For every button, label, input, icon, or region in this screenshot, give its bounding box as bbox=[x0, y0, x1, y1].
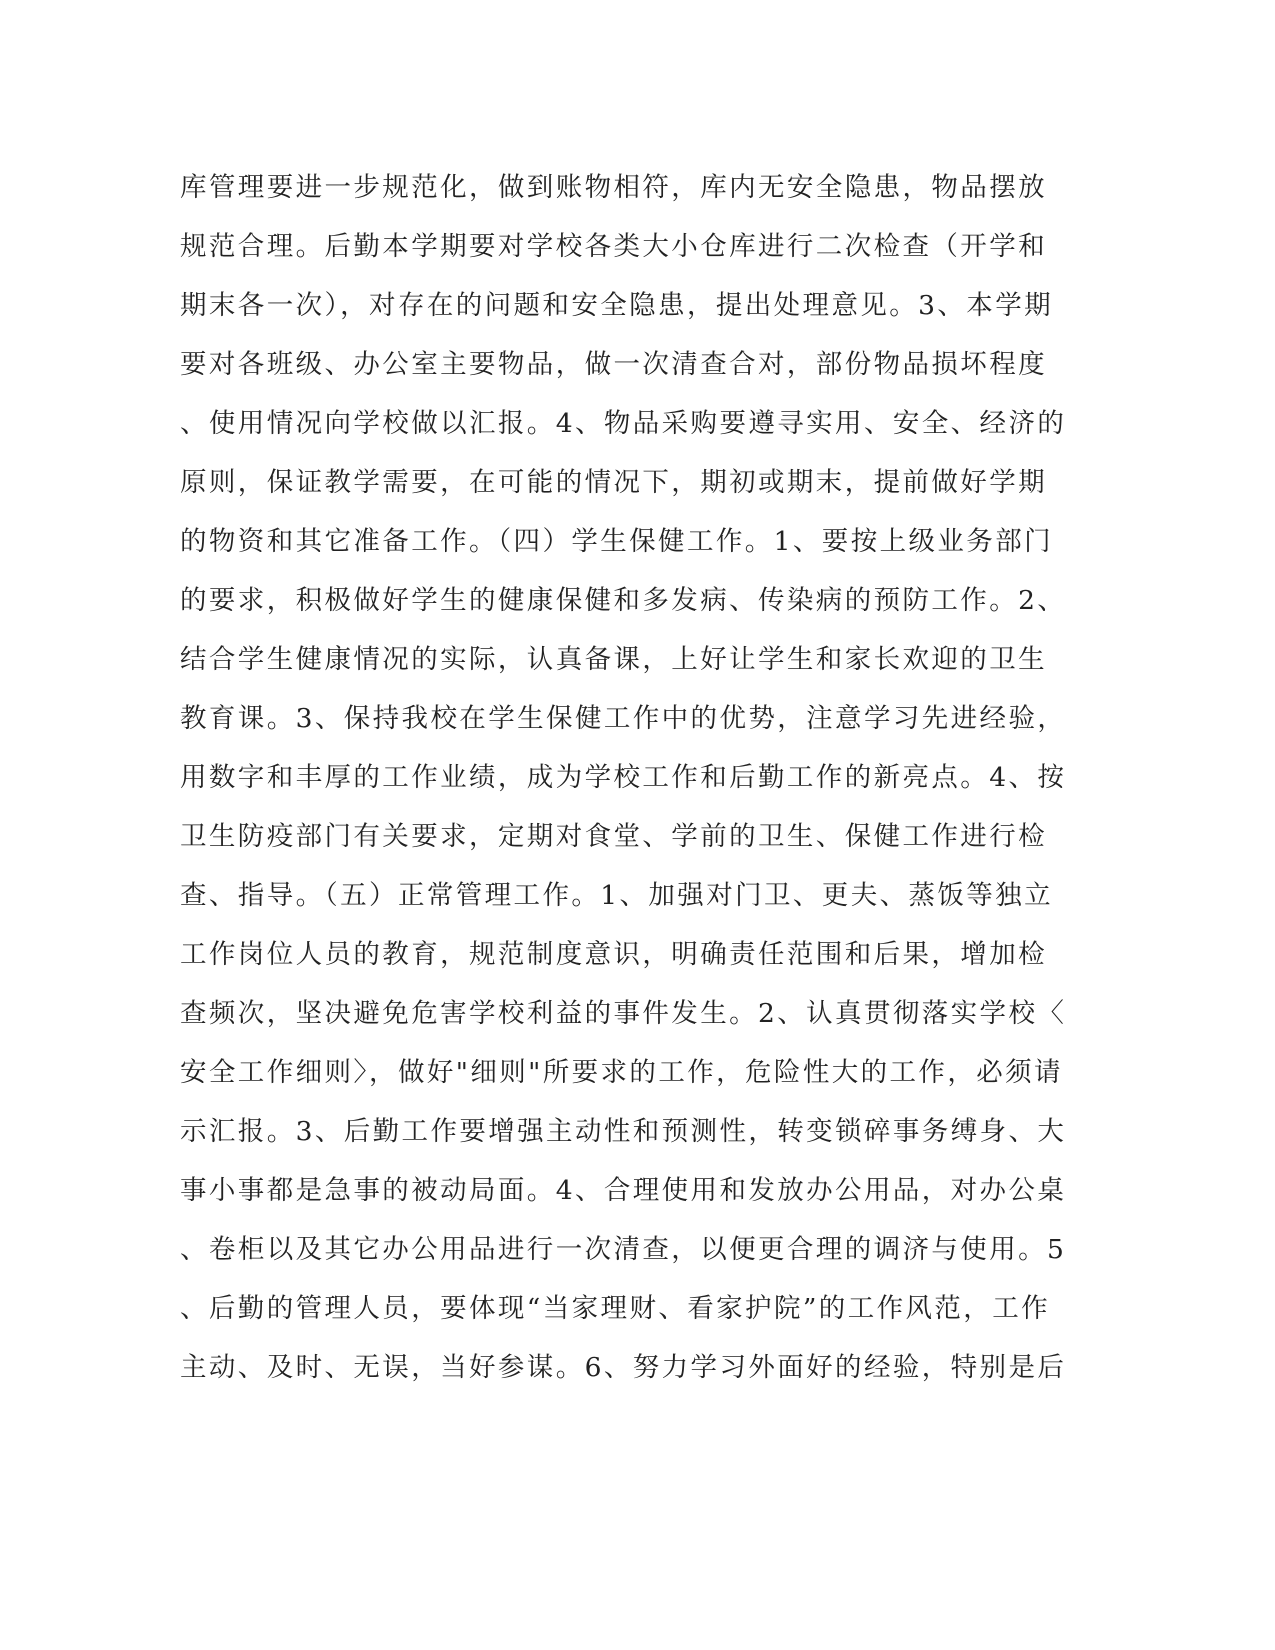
text-line: 期末各一次），对存在的问题和安全隐患，提出处理意见。3、本学期 bbox=[180, 290, 1054, 321]
text-line: 库管理要进一步规范化，做到账物相符，库内无安全隐患，物品摆放 bbox=[180, 172, 1047, 203]
text-line: 的要求，积极做好学生的健康保健和多发病、传染病的预防工作。2、 bbox=[180, 585, 1067, 616]
body-text bbox=[180, 158, 1067, 1397]
text-line: 卫生防疫部门有关要求，定期对食堂、学前的卫生、保健工作进行检 bbox=[180, 821, 1047, 852]
text-line: 示汇报。3、后勤工作要增强主动性和预测性，转变锁碎事务缚身、大 bbox=[180, 1116, 1067, 1147]
text-line: 查频次，坚决避免危害学校利益的事件发生。2、认真贯彻落实学校〈 bbox=[180, 998, 1067, 1029]
text-line: 规范合理。后勤本学期要对学校各类大小仓库进行二次检查（开学和 bbox=[180, 231, 1047, 262]
text-line: 事小事都是急事的被动局面。4、合理使用和发放办公用品，对办公桌 bbox=[180, 1175, 1067, 1206]
text-line: 用数字和丰厚的工作业绩，成为学校工作和后勤工作的新亮点。4、按 bbox=[180, 762, 1067, 793]
text-line: 要对各班级、办公室主要物品，做一次清查合对，部份物品损坏程度 bbox=[180, 349, 1047, 380]
text-line: 工作岗位人员的教育，规范制度意识，明确责任范围和后果，增加检 bbox=[180, 939, 1047, 970]
text-line: 安全工作细则〉，做好"细则"所要求的工作，危险性大的工作，必须请 bbox=[180, 1057, 1063, 1088]
text-line: 主动、及时、无误，当好参谋。6、努力学习外面好的经验，特别是后 bbox=[180, 1352, 1067, 1383]
text-line: 、卷柜以及其它办公用品进行一次清查，以便更合理的调济与使用。5 bbox=[180, 1234, 1067, 1265]
text-line: 结合学生健康情况的实际，认真备课，上好让学生和家长欢迎的卫生 bbox=[180, 644, 1047, 675]
text-line: 教育课。3、保持我校在学生保健工作中的优势，注意学习先进经验， bbox=[180, 703, 1067, 734]
text-line: 原则，保证教学需要，在可能的情况下，期初或期末，提前做好学期 bbox=[180, 467, 1047, 498]
text-line: 、使用情况向学校做以汇报。4、物品采购要遵寻实用、安全、经济的 bbox=[180, 408, 1067, 439]
text-line: 查、指导。（五）正常管理工作。1、加强对门卫、更夫、蒸饭等独立 bbox=[180, 880, 1054, 911]
text-line: 、后勤的管理人员，要体现“当家理财、看家护院”的工作风范，工作 bbox=[180, 1293, 1050, 1324]
text-line: 的物资和其它准备工作。（四）学生保健工作。1、要按上级业务部门 bbox=[180, 526, 1054, 557]
